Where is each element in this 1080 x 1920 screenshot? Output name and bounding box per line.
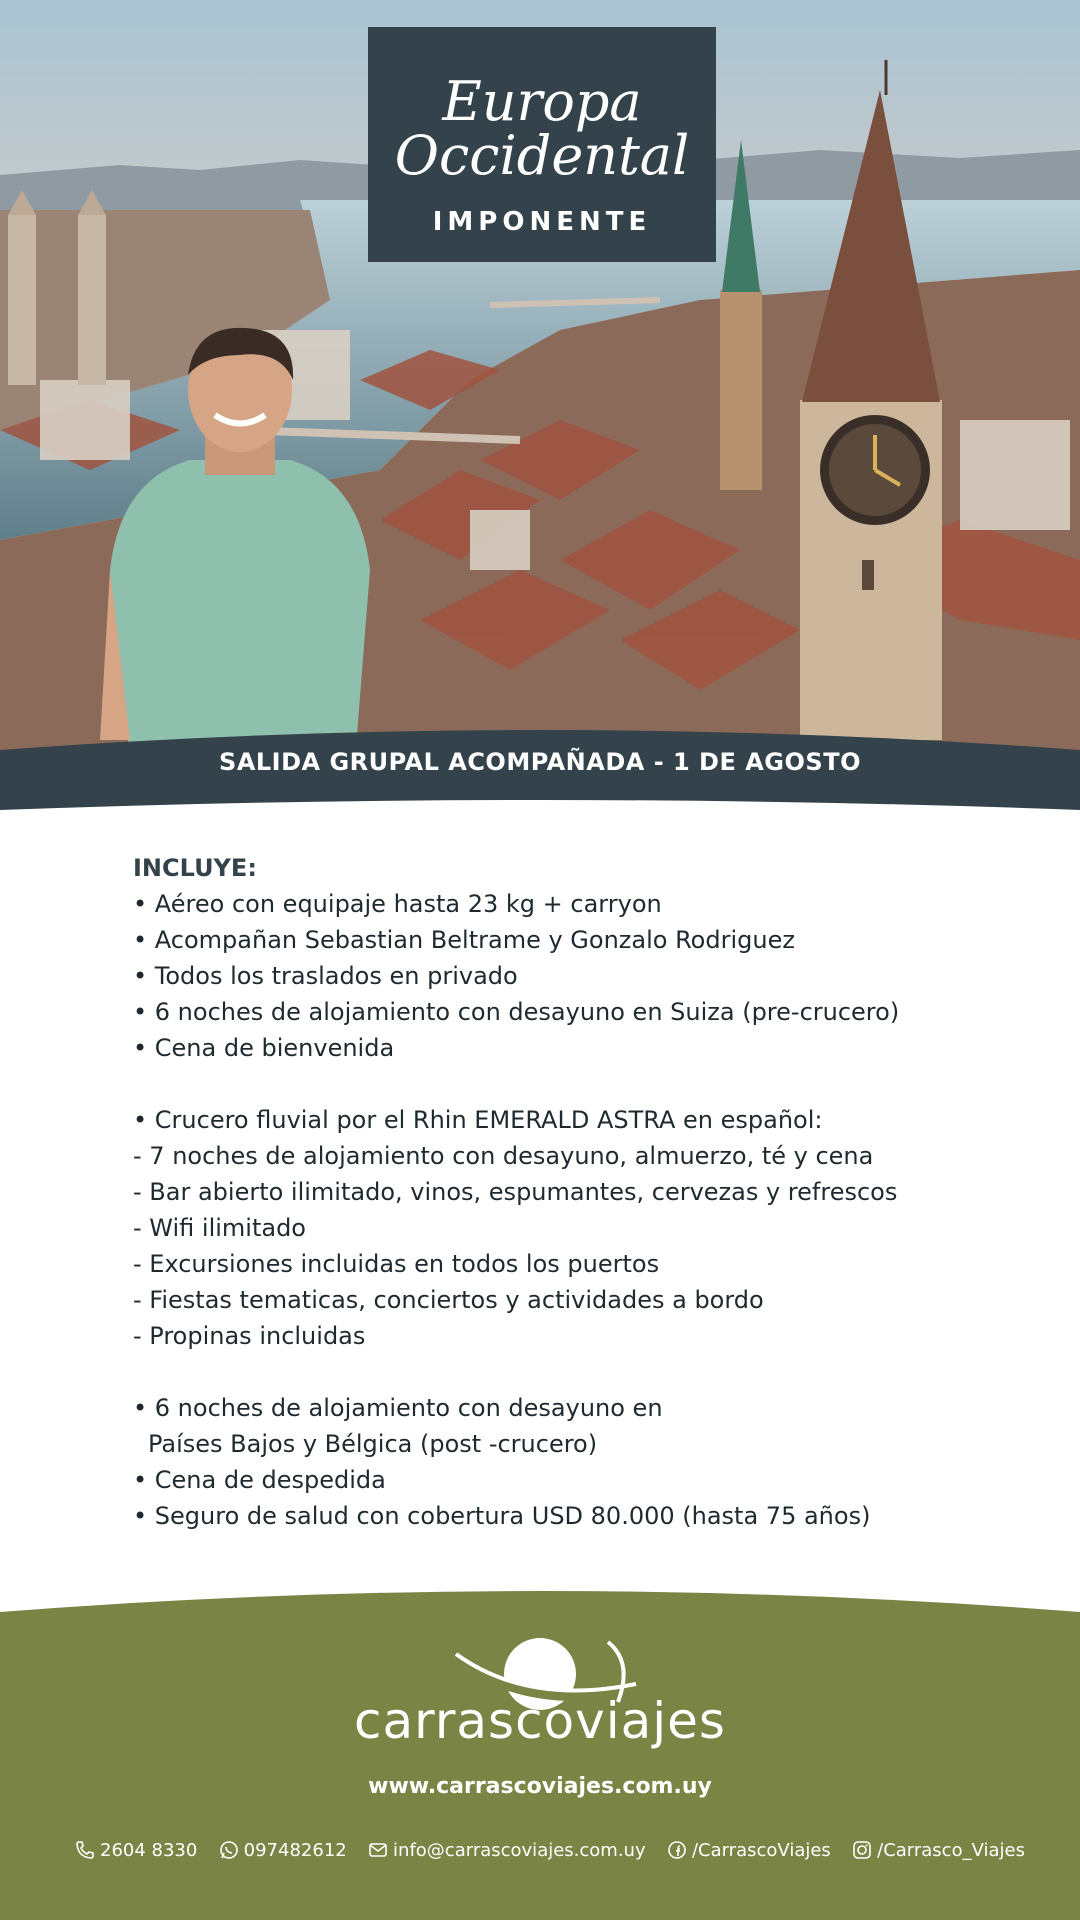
- title-card: [368, 27, 716, 262]
- list-item: - 7 noches de alojamiento con desayuno, almuerzo, té y cena: [133, 1142, 874, 1170]
- list-item: - Propinas incluidas: [133, 1322, 366, 1350]
- list-item: • Cena de despedida: [133, 1466, 386, 1494]
- list-item: - Bar abierto ilimitado, vinos, espumantes, cervezas y refrescos: [133, 1178, 898, 1206]
- whatsapp-contact[interactable]: [219, 1840, 347, 1861]
- list-item: - Wifi ilimitado: [133, 1214, 306, 1242]
- website-link[interactable]: www.carrascoviajes.com.uy: [368, 1774, 712, 1799]
- instagram-icon: [852, 1840, 872, 1860]
- whatsapp-number: 097482612: [243, 1839, 347, 1861]
- list-item: • Aéreo con equipaje hasta 23 kg + carryon: [133, 890, 662, 918]
- mail-icon: [368, 1840, 388, 1860]
- list-item: • Todos los traslados en privado: [133, 962, 518, 990]
- includes-section: [133, 850, 1013, 1534]
- list-item: - Fiestas tematicas, conciertos y actividades a bordo: [133, 1286, 764, 1314]
- facebook-contact[interactable]: [667, 1840, 831, 1861]
- contact-bar: [75, 1835, 1025, 1865]
- list-item: • 6 noches de alojamiento con desayuno en Suiza (pre-crucero): [133, 998, 900, 1026]
- list-item: - Excursiones incluidas en todos los puertos: [133, 1250, 660, 1278]
- facebook-icon: [667, 1840, 687, 1860]
- list-item: • Seguro de salud con cobertura USD 80.000 (hasta 75 años): [133, 1502, 871, 1530]
- instagram-handle: /Carrasco_Viajes: [877, 1839, 1025, 1861]
- facebook-handle: /CarrascoViajes: [691, 1839, 831, 1861]
- list-item: • Cena de bienvenida: [133, 1034, 395, 1062]
- email-address: info@carrascoviajes.com.uy: [393, 1839, 646, 1861]
- whatsapp-icon: [219, 1840, 239, 1860]
- list-item: Países Bajos y Bélgica (post -crucero): [148, 1430, 598, 1458]
- email-contact[interactable]: [368, 1840, 646, 1861]
- includes-heading: INCLUYE:: [133, 854, 257, 882]
- title-imponente: IMPONENTE: [432, 207, 652, 237]
- instagram-contact[interactable]: [852, 1840, 1025, 1861]
- guide-photo: [100, 320, 380, 760]
- hero-image: [0, 0, 1080, 760]
- departure-banner-text: SALIDA GRUPAL ACOMPAÑADA - 1 DE AGOSTO: [219, 748, 861, 776]
- list-item: • Acompañan Sebastian Beltrame y Gonzalo Rodriguez: [133, 926, 795, 954]
- title-occidental: Occidental: [394, 124, 690, 187]
- list-item: • 6 noches de alojamiento con desayuno en: [133, 1394, 663, 1422]
- list-item: • Crucero fluvial por el Rhin EMERALD ASTRA en español:: [133, 1106, 823, 1134]
- phone-icon: [75, 1840, 95, 1860]
- phone-contact[interactable]: [75, 1840, 197, 1861]
- title-europa: Europa: [442, 70, 642, 133]
- phone-number: 2604 8330: [100, 1839, 198, 1861]
- brand-name: carrascoviajes: [354, 1692, 726, 1750]
